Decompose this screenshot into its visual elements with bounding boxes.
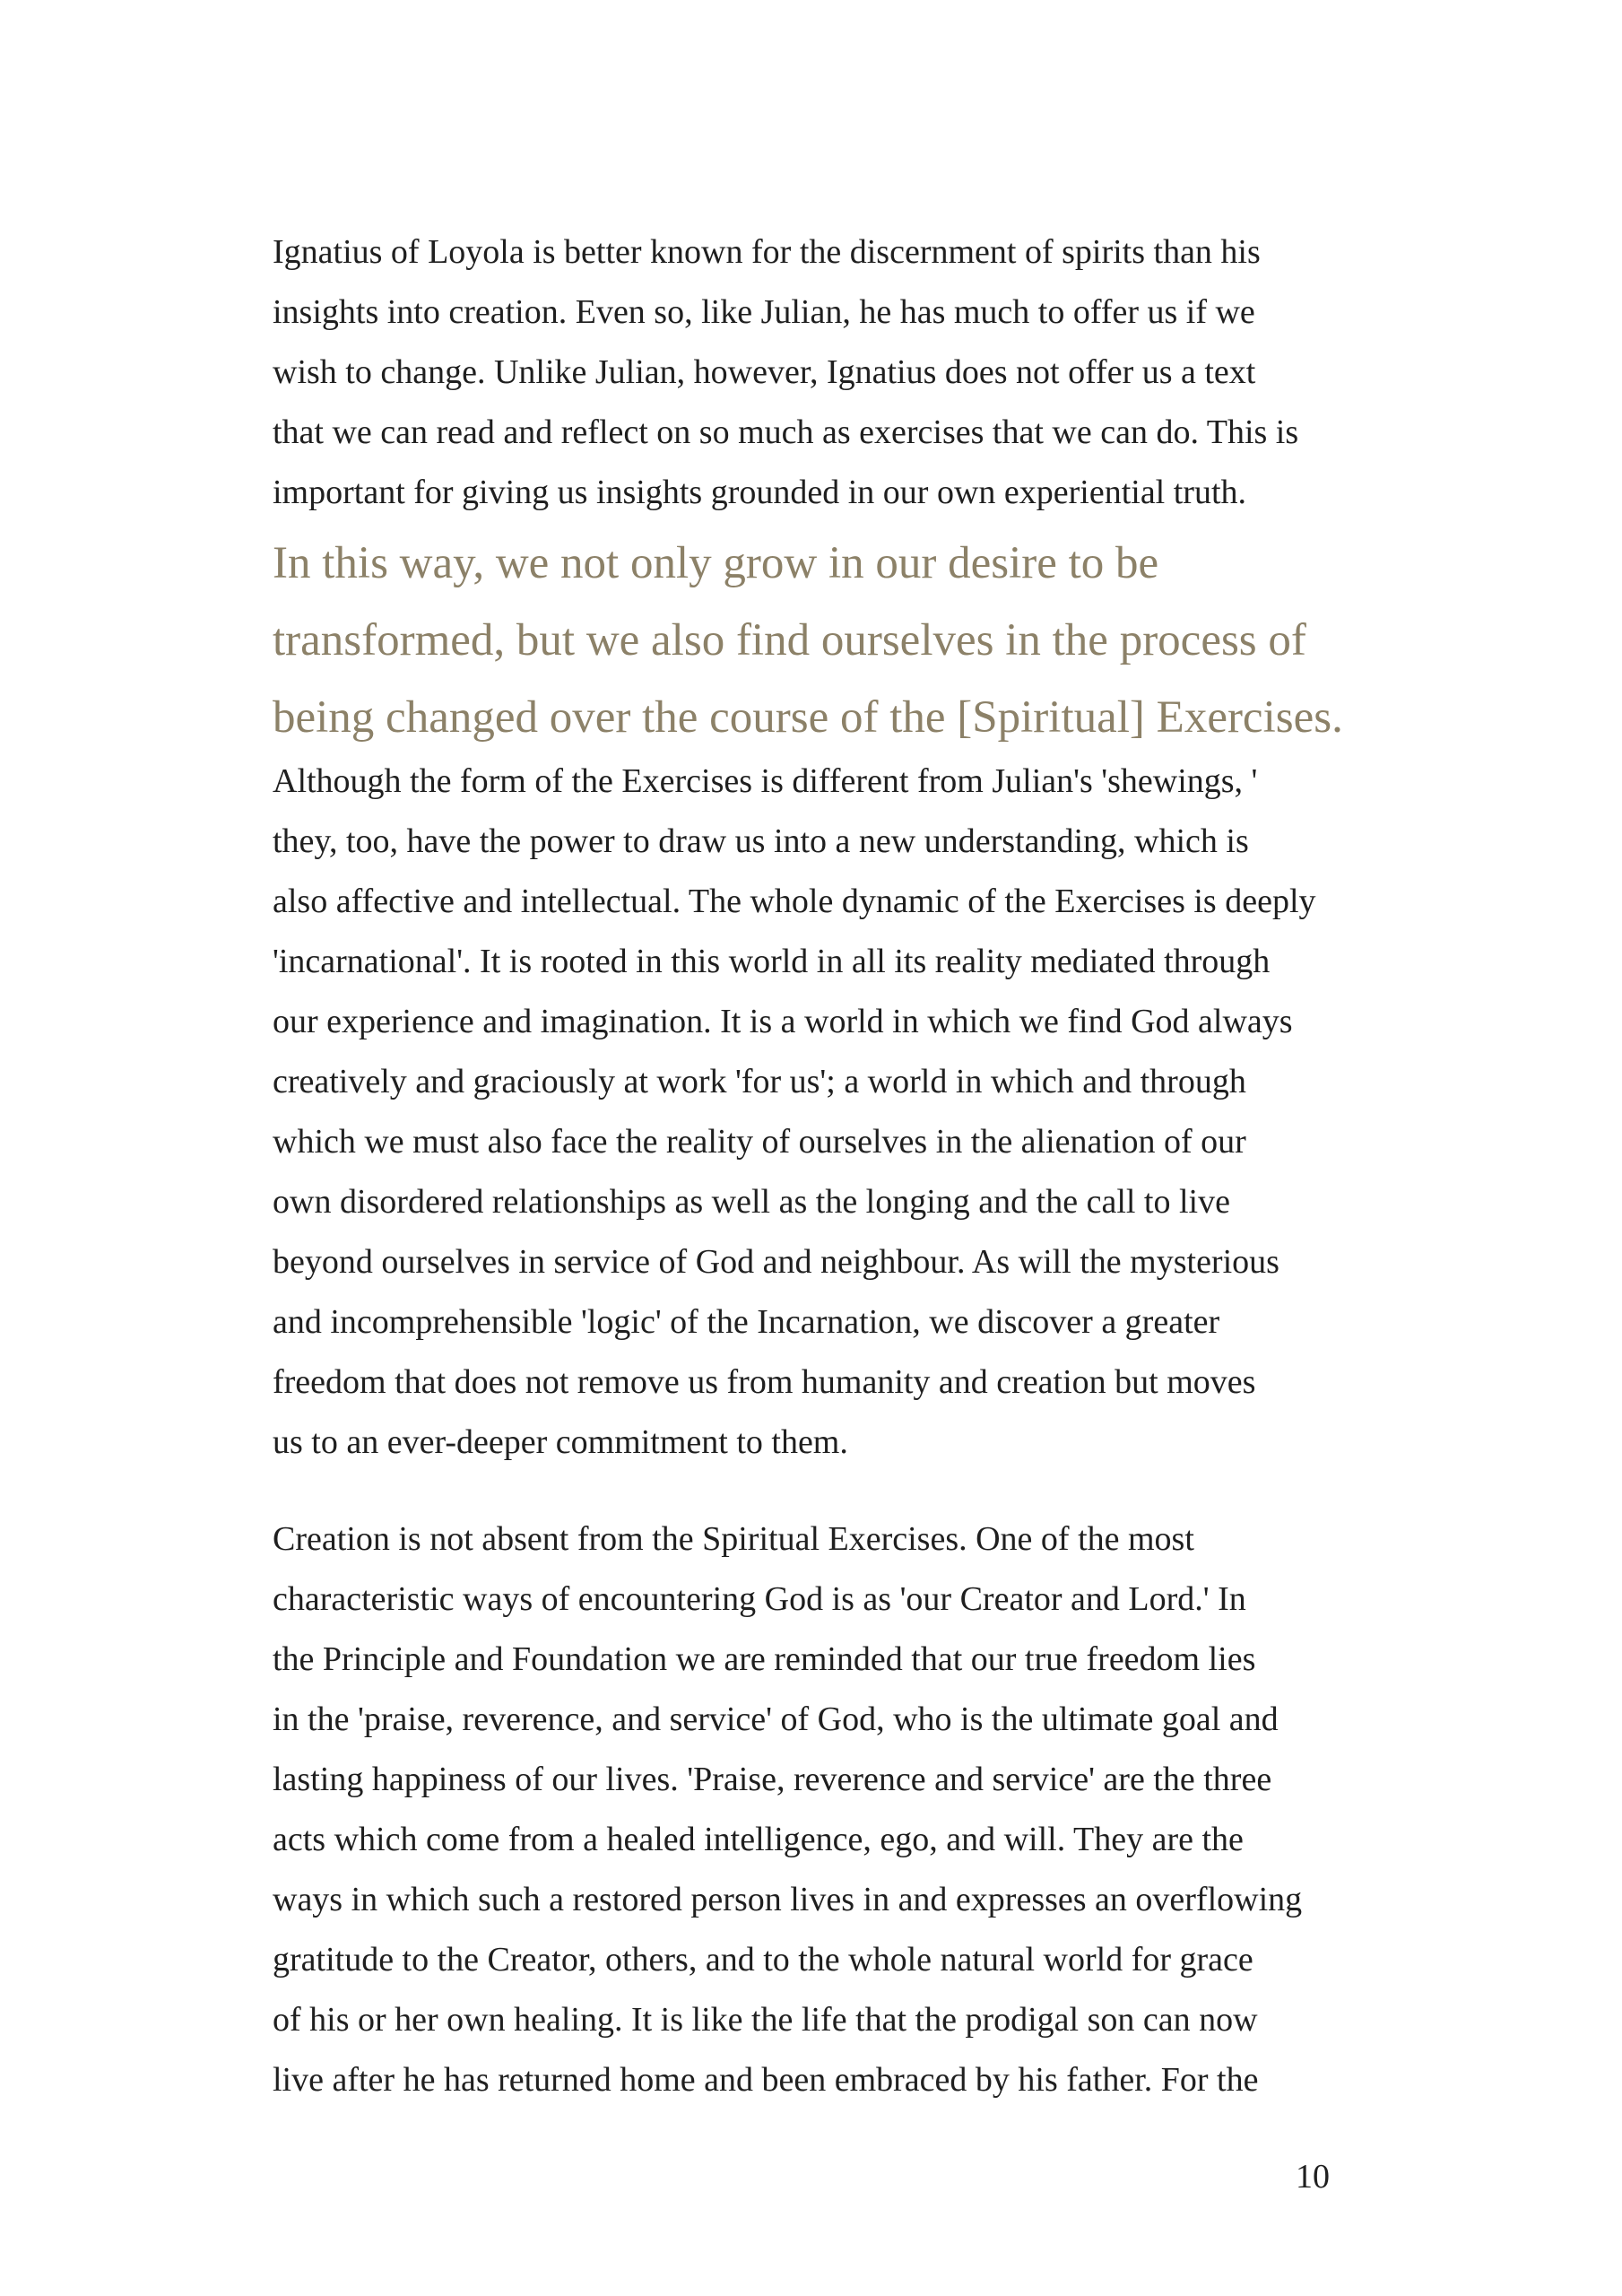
pullquote-line: being changed over the course of the [Spiritual] Exercises. [273,692,1343,743]
paragraph-2-line: 'incarnational'. It is rooted in this world in all its reality mediated through [273,943,1271,980]
paragraph-3-line: of his or her own healing. It is like the life that the prodigal son can now [273,2001,1258,2039]
pullquote-line: transformed, but we also find ourselves in the process of [273,615,1306,665]
page-number: 10 [1296,2158,1330,2196]
paragraph-2-text [273,752,1375,1473]
pullquote [273,525,1375,756]
paragraph-2 [273,752,1375,1473]
paragraph-2-line: beyond ourselves in service of God and neighbour. As will the mysterious [273,1243,1279,1281]
paragraph-2-line: they, too, have the power to draw us into a new understanding, which is [273,822,1249,860]
paragraph-1-line: insights into creation. Even so, like Julian, he has much to offer us if we [273,293,1255,331]
pullquote-text [273,525,1375,756]
paragraph-3-line: ways in which such a restored person lives in and expresses an overflowing [273,1881,1303,1918]
paragraph-3-line: live after he has returned home and been embraced by his father. For the [273,2061,1259,2099]
paragraph-3-line: in the 'praise, reverence, and service' of God, who is the ultimate goal and [273,1700,1279,1738]
paragraph-1-line: important for giving us insights grounded in our own experiential truth. [273,474,1247,511]
paragraph-1-text [273,222,1375,523]
paragraph-2-line: creatively and graciously at work 'for us'; a world in which and through [273,1063,1246,1100]
paragraph-2-line: which we must also face the reality of ourselves in the alienation of our [273,1123,1246,1161]
paragraph-1 [273,222,1375,523]
paragraph-2-line: freedom that does not remove us from humanity and creation but moves [273,1363,1256,1401]
paragraph-2-line: own disordered relationships as well as the longing and the call to live [273,1183,1230,1221]
paragraph-3-line: acts which come from a healed intelligence, ego, and will. They are the [273,1821,1244,1858]
paragraph-3-line: the Principle and Foundation we are reminded that our true freedom lies [273,1640,1256,1678]
paragraph-3-line: Creation is not absent from the Spiritual Exercises. One of the most [273,1520,1194,1558]
paragraph-2-line: us to an ever-deeper commitment to them. [273,1423,848,1461]
paragraph-1-line: wish to change. Unlike Julian, however, Ignatius does not offer us a text [273,353,1256,391]
paragraph-2-line: also affective and intellectual. The whole dynamic of the Exercises is deeply [273,883,1316,920]
paragraph-3-line: characteristic ways of encountering God is as 'our Creator and Lord.' In [273,1580,1246,1618]
paragraph-2-line: our experience and imagination. It is a world in which we find God always [273,1003,1293,1040]
paragraph-1-line: Ignatius of Loyola is better known for the discernment of spirits than his [273,233,1261,271]
pullquote-line: In this way, we not only grow in our desire to be [273,538,1159,588]
paragraph-3-line: lasting happiness of our lives. 'Praise, reverence and service' are the three [273,1761,1272,1798]
paragraph-3 [273,1509,1375,2110]
paragraph-1-line: that we can read and reflect on so much as exercises that we can do. This is [273,413,1299,451]
paragraph-3-line: gratitude to the Creator, others, and to the whole natural world for grace [273,1941,1253,1979]
paragraph-2-line: Although the form of the Exercises is different from Julian's 'shewings, ' [273,762,1258,800]
paragraph-3-text [273,1509,1375,2110]
paragraph-2-line: and incomprehensible 'logic' of the Incarnation, we discover a greater [273,1303,1220,1341]
